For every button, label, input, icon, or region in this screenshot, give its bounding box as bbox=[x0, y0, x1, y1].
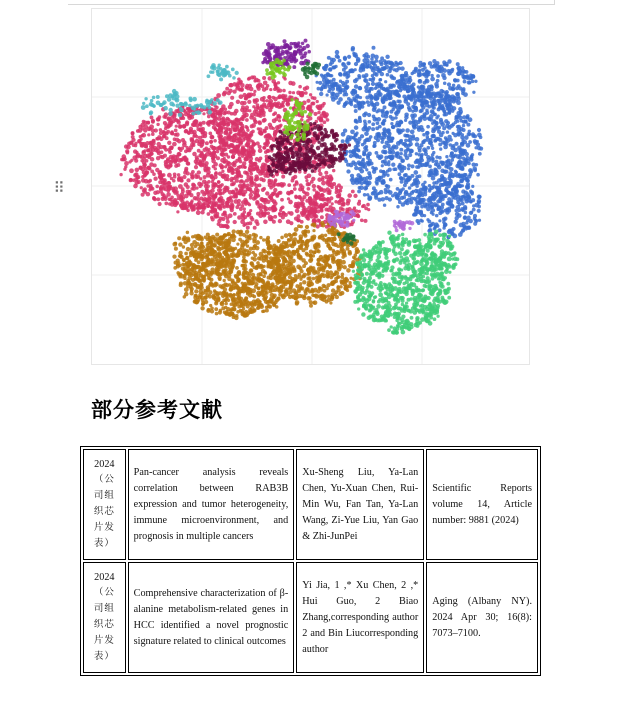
page-corner-mark bbox=[530, 0, 555, 5]
title-cell: Pan-cancer analysis reveals correlation between RAB3B expression and tumor heterogeneity, immune microenvironment, and prognosis in multiple cancers bbox=[128, 449, 295, 560]
drag-handle-icon[interactable]: ⠿ bbox=[53, 179, 65, 197]
references-table bbox=[80, 446, 541, 676]
journal-cell: Aging (Albany NY). 2024 Apr 30; 16(8): 7073–7100. bbox=[426, 562, 538, 673]
year-cell bbox=[83, 449, 126, 560]
section-title: 部分参考文献 bbox=[91, 397, 223, 422]
title-cell: Comprehensive characterization of β-alanine metabolism-related genes in HCC identified a novel prognostic signature related to clinical outcomes bbox=[128, 562, 295, 673]
authors-cell: Yi Jia, 1 ,* Xu Chen, 2 ,* Hui Guo, 2 Biao Zhang,corresponding author 2 and Bin Liucorresponding author bbox=[296, 562, 424, 673]
cluster-green bbox=[352, 229, 460, 334]
year-note: （公司组织芯片发表） bbox=[93, 587, 115, 662]
tsne-figure[interactable] bbox=[91, 8, 530, 365]
authors-cell: Xu-Sheng Liu, Ya-Lan Chen, Yu-Xuan Chen, Rui-Min Wu, Fan Tan, Ya-Lan Wang, Zi-Yue Liu, Yan Gao & Zhi-JunPei bbox=[296, 449, 424, 560]
year-text: 2024 bbox=[94, 572, 115, 583]
year-note: （公司组织芯片发表） bbox=[93, 474, 115, 549]
cluster-orange-brown bbox=[172, 221, 363, 320]
table-row bbox=[83, 449, 538, 560]
cluster-dark-maroon bbox=[267, 122, 351, 177]
page-top-border bbox=[68, 0, 536, 5]
year-cell bbox=[83, 562, 126, 673]
table-row bbox=[83, 562, 538, 673]
tsne-plot-svg bbox=[92, 9, 529, 364]
year-text: 2024 bbox=[94, 459, 115, 470]
cluster-violet bbox=[327, 210, 414, 233]
cluster-blue bbox=[315, 46, 484, 239]
journal-cell: Scientific Reports volume 14, Article number: 9881 (2024) bbox=[426, 449, 538, 560]
cluster-purple bbox=[261, 39, 311, 70]
